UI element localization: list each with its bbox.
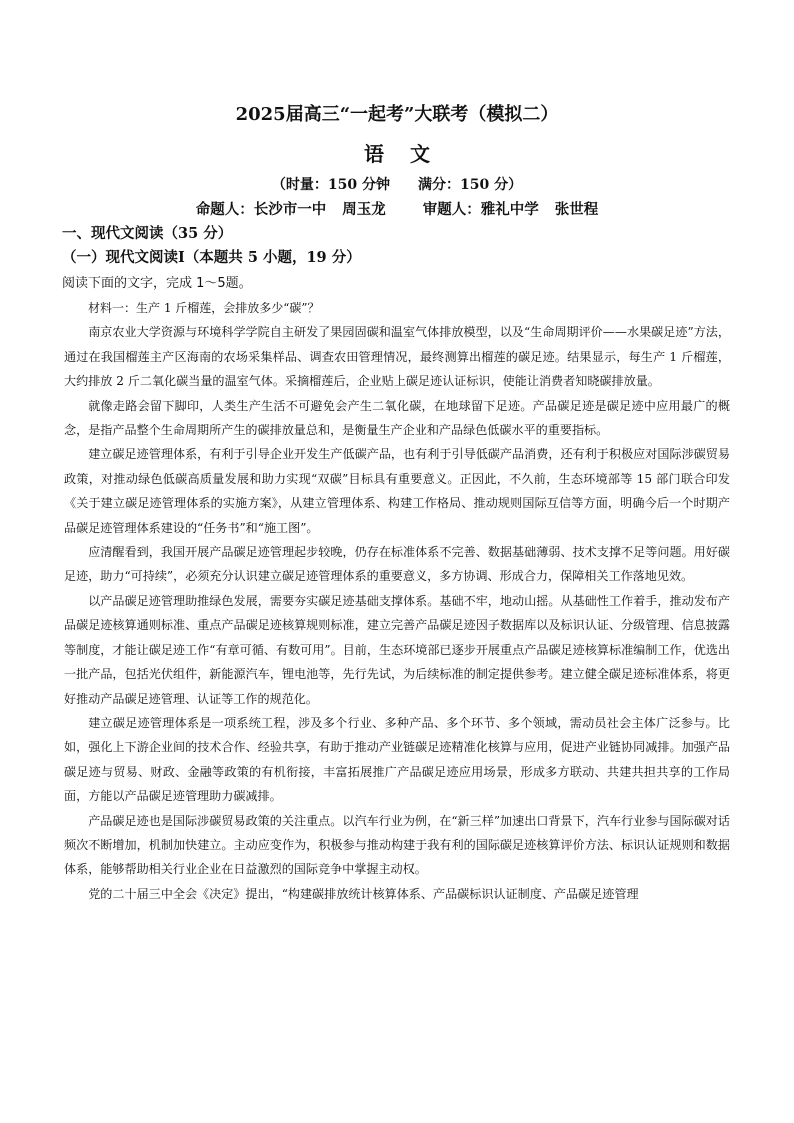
paragraph: 就像走路会留下脚印，人类生产生活不可避免会产生二氧化碳，在地球留下足迹。产品碳足迹是碳足迹中应用最广的概念，是指产品整个生命周期所产生的碳排放量总和，是衡量生产企业和产品绿色低碳水平的重要指标。 [64,398,730,438]
paragraph: 南京农业大学资源与环境科学学院自主研发了果园固碳和温室气体排放模型，以及“生命周期评价——水果碳足迹”方法，通过在我国榴莲主产区海南的农场采集样品、调查农田管理情况，最终测算出榴莲的碳足迹。结果显示，每生产 1 斤榴莲，大约排放 2 斤二氧化碳当量的温室气体。采摘榴莲后，企业贴上碳足迹认证标识，使能让消费者知晓碳排放量。 [64,325,730,389]
paragraph: 产品碳足迹也是国际涉碳贸易政策的关注重点。以汽车行业为例，在“新三样”加速出口背景下，汽车行业参与国际碳对话频次不断增加，机制加快建立。主动应变作为，积极参与推动构建于我有利的国际碳足迹核算评价方法、标识认证规则和数据体系，能够帮助相关行业企业在日益激烈的国际竞争中掌握主动权。 [64,813,730,877]
time-and-score: （时量：150 分钟 满分：150 分） [271,177,523,193]
material-body [64,296,730,906]
paragraph: 建立碳足迹管理体系，有利于引导企业开发生产低碳产品，也有利于引导低碳产品消费，还有利于积极应对国际涉碳贸易政策，对推动绿色低碳高质量发展和助力实现“双碳”目标具有重要意义。正因此，不久前，生态环境部等 15 部门联合印发《关于建立碳足迹管理体系的实施方案》，从建立管理体系、构建工作格局、推动规则国际互信等方面，明确今后一个时期产品碳足迹管理体系建设的“任务书”和“施工图”。 [64,447,730,535]
paragraph: 以产品碳足迹管理助推绿色发展，需要夯实碳足迹基础支撑体系。基础不牢，地动山摇。从基础性工作着手，推动发布产品碳足迹核算通则标准、重点产品碳足迹核算规则标准，建立完善产品碳足迹因子数据库以及标识认证、分级管理、信息披露等制度，才能让碳足迹工作“有章可循、有数可用”。目前，生态环境部已逐步开展重点产品碳足迹核算标准编制工作，优选出一批产品，包括光伏组件，新能源汽车，锂电池等，先行先试，为后续标准的制定提供参考。建立健全碳足迹标准体系，将更好推动产品碳足迹管理、认证等工作的规范化。 [64,593,730,706]
reading-instruction: 阅读下面的文字，完成 1～5题。 [62,276,252,291]
subsection-heading: （一）现代文阅读Ⅰ（本题共 5 小题，19 分） [62,249,361,266]
author-line [0,198,794,219]
subject-heading: 语文 [364,142,456,166]
reviewer-label: 审题人：雅礼中学 [422,201,539,218]
exam-title: 2025届高三“一起考”大联考（模拟二） [235,104,559,125]
paragraph: 应清醒看到，我国开展产品碳足迹管理起步较晚，仍存在标准体系不完善、数据基础薄弱、技术支撑不足等问题。用好碳足迹，助力“可持续”，必须充分认识建立碳足迹管理体系的重要意义，多方协调、形成合力，保障相关工作落地见效。 [64,545,730,584]
reviewer-name: 张世程 [554,201,599,218]
section-heading: 一、现代文阅读（35 分） [62,225,233,242]
proposer-label: 命题人：长沙市一中 [195,201,327,218]
paragraph: 党的二十届三中全会《决定》提出，“构建碳排放统计核算体系、产品碳标识认证制度、产品碳足迹管理 [88,886,639,901]
material-title: 材料一：生产 1 斤榴莲，会排放多少“碳”？ [88,301,320,315]
paragraph: 建立碳足迹管理体系是一项系统工程，涉及多个行业、多种产品、多个环节、多个领域，需动员社会主体广泛参与。比如，强化上下游企业间的技术合作、经验共享，有助于推动产业链碳足迹精准化核算与应用，促进产业链协同减排。加强产品碳足迹与贸易、财政、金融等政策的有机衔接，丰富拓展推广产品碳足迹应用场景，形成多方联动、共建共担共享的工作局面，方能以产品碳足迹管理助力碳减排。 [64,715,730,804]
proposer-name: 周玉龙 [342,201,386,218]
